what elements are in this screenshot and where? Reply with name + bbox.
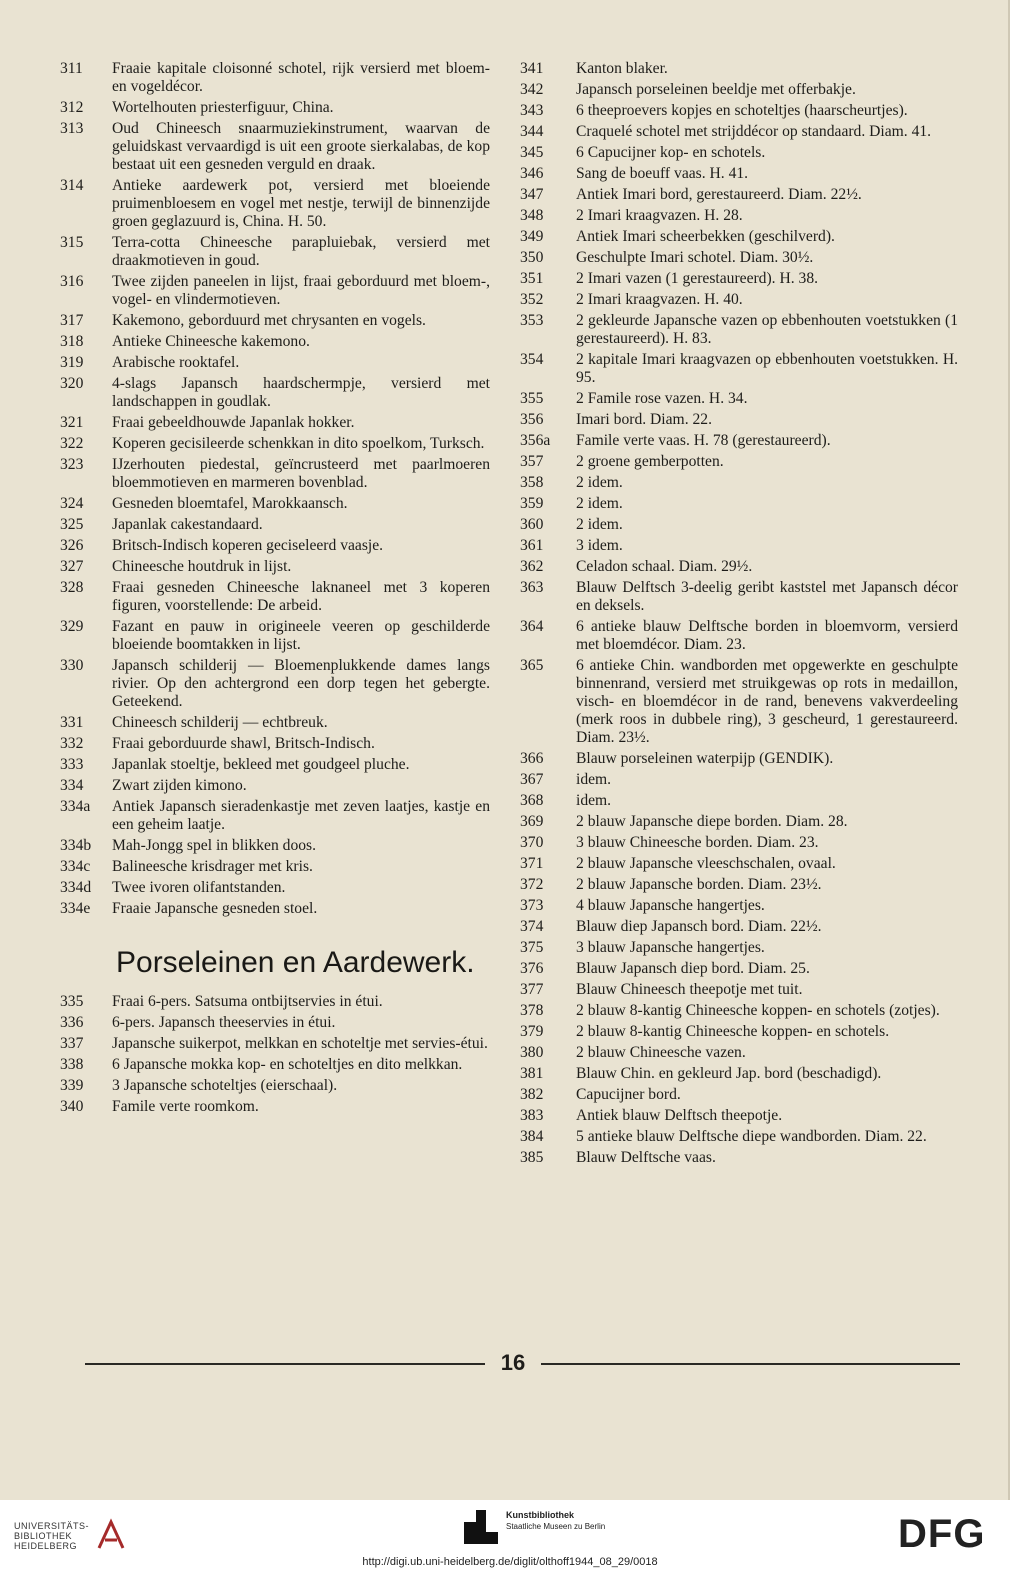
catalog-entry [520, 771, 958, 789]
lot-description: Wortelhouten priesterfiguur, China. [112, 99, 334, 116]
lot-description: Chineesch schilderij — echtbreuk. [112, 714, 328, 731]
lot-description: 2 idem. [576, 516, 623, 533]
dfg-logo[interactable]: DFG [898, 1512, 986, 1556]
lot-number: 335 [60, 993, 84, 1010]
lot-number: 368 [520, 792, 544, 809]
catalog-entry [520, 792, 958, 810]
lot-description: 2 blauw Japansche borden. Diam. 23½. [576, 876, 822, 893]
lot-number: 355 [520, 390, 544, 407]
lot-number: 328 [60, 579, 84, 596]
catalog-entry [520, 516, 958, 534]
catalog-entry [520, 537, 958, 555]
lot-description: 6 antieke blauw Delftsche borden in bloemvorm, versierd met bloemdécor. Diam. 23. [576, 618, 958, 653]
right-entry-list [520, 60, 958, 1167]
lot-description: 2 blauw Japansche vleeschschalen, ovaal. [576, 855, 836, 872]
lot-number: 327 [60, 558, 84, 575]
catalog-entry [520, 558, 958, 576]
catalog-entry [60, 657, 490, 711]
catalog-entry [60, 1056, 490, 1074]
lot-number: 370 [520, 834, 544, 851]
catalog-entry [60, 735, 490, 753]
lot-description: Gesneden bloemtafel, Marokkaansch. [112, 495, 348, 512]
lot-number: 375 [520, 939, 544, 956]
lot-description: Capucijner bord. [576, 1086, 681, 1103]
section-entry-list [60, 993, 490, 1116]
lot-description: Britsch-Indisch koperen geciseleerd vaasje. [112, 537, 384, 554]
section-heading: Porseleinen en Aardewerk. [116, 946, 475, 979]
lot-description: Fraaie kapitale cloisonné schotel, rijk versierd met bloem- en vogeldécor. [112, 60, 490, 95]
lot-number: 362 [520, 558, 544, 575]
digitization-footer [0, 1500, 1020, 1577]
lot-number: 378 [520, 1002, 544, 1019]
lot-number: 345 [520, 144, 544, 161]
catalog-entry [520, 657, 958, 747]
catalog-entry [520, 165, 958, 183]
lot-description: idem. [576, 771, 612, 788]
catalog-entry [60, 99, 490, 117]
lot-description: Zwart zijden kimono. [112, 777, 247, 794]
lot-number: 361 [520, 537, 544, 554]
lot-description: Japansch porseleinen beeldje met offerbakje. [576, 81, 856, 98]
lot-number: 350 [520, 249, 544, 266]
university-library-logo[interactable] [14, 1518, 127, 1554]
catalog-entry [520, 474, 958, 492]
catalog-entry [520, 144, 958, 162]
lot-number: 338 [60, 1056, 84, 1073]
catalog-entry [520, 1065, 958, 1083]
catalog-entry [60, 456, 490, 492]
lot-number: 356a [520, 432, 551, 449]
lot-description: 5 antieke blauw Delftsche diepe wandborden. Diam. 22. [576, 1128, 927, 1145]
lot-number: 326 [60, 537, 84, 554]
catalog-entry [520, 813, 958, 831]
lot-number: 373 [520, 897, 544, 914]
lot-description: Antieke Chineesche kakemono. [112, 333, 310, 350]
catalog-entry [520, 618, 958, 654]
lot-description: Twee ivoren olifantstanden. [112, 879, 286, 896]
lot-number: 312 [60, 99, 84, 116]
catalog-entry [60, 414, 490, 432]
lot-number: 354 [520, 351, 544, 368]
lot-number: 315 [60, 234, 84, 251]
lot-number: 332 [60, 735, 84, 752]
catalog-entry [520, 750, 958, 768]
lot-description: Kakemono, geborduurd met chrysanten en vogels. [112, 312, 426, 329]
lot-number: 342 [520, 81, 544, 98]
lot-number: 319 [60, 354, 84, 371]
lot-description: Terra-cotta Chineesche parapluiebak, versierd met draakmotieven in goud. [112, 234, 490, 269]
lot-number: 367 [520, 771, 544, 788]
lot-description: Fazant en pauw in origineele veeren op geschilderde bloeiende boomtakken in lijst. [112, 618, 490, 653]
lot-number: 385 [520, 1149, 544, 1166]
catalog-entry [520, 60, 958, 78]
lot-number: 325 [60, 516, 84, 533]
catalog-entry [520, 432, 958, 450]
lot-number: 320 [60, 375, 84, 392]
lot-number: 341 [520, 60, 544, 77]
uni-line-3: HEIDELBERG [14, 1541, 78, 1551]
lot-number: 371 [520, 855, 544, 872]
catalog-entry [60, 558, 490, 576]
lot-number: 329 [60, 618, 84, 635]
catalog-entry [520, 453, 958, 471]
catalog-entry [60, 60, 490, 96]
lot-number: 369 [520, 813, 544, 830]
lot-description: 2 idem. [576, 495, 623, 512]
lot-number: 333 [60, 756, 84, 773]
catalog-entry [520, 291, 958, 309]
lot-number: 380 [520, 1044, 544, 1061]
catalog-entry [60, 1014, 490, 1032]
catalog-entry [520, 312, 958, 348]
catalog-entry [520, 855, 958, 873]
lot-description: Blauw Chin. en gekleurd Jap. bord (beschadigd). [576, 1065, 882, 1082]
page-number: 16 [500, 1350, 526, 1375]
catalog-entry [520, 918, 958, 936]
catalog-entry [60, 579, 490, 615]
lot-number: 334c [60, 858, 91, 875]
catalog-entry [520, 1044, 958, 1062]
catalog-entry [60, 714, 490, 732]
lot-number: 334b [60, 837, 92, 854]
lot-description: 2 kapitale Imari kraagvazen op ebbenhouten voetstukken. H. 95. [576, 351, 958, 386]
catalog-entry [60, 1098, 490, 1116]
catalog-entry [60, 837, 490, 855]
catalog-entry [60, 234, 490, 270]
lot-description: 4 blauw Japansche hangertjes. [576, 897, 765, 914]
lot-description: Antiek Japansch sieradenkastje met zeven laatjes, kastje en een geheim laatje. [112, 798, 490, 833]
lot-description: Japanlak cakestandaard. [112, 516, 263, 533]
lot-description: 2 Famile rose vazen. H. 34. [576, 390, 748, 407]
catalog-entry [520, 351, 958, 387]
catalog-entry [520, 1002, 958, 1020]
lot-number: 311 [60, 60, 83, 77]
lot-description: Fraai gebeeldhouwde Japanlak hokker. [112, 414, 355, 431]
right-column [520, 60, 958, 1170]
uni-line-2: BIBLIOTHEK [14, 1531, 73, 1541]
lot-number: 383 [520, 1107, 544, 1124]
lot-number: 316 [60, 273, 84, 290]
lot-number: 322 [60, 435, 84, 452]
lot-number: 377 [520, 981, 544, 998]
catalog-entry [60, 273, 490, 309]
lot-description: Craquelé schotel met strijddécor op standaard. Diam. 41. [576, 123, 932, 140]
lot-number: 336 [60, 1014, 84, 1031]
lot-description: Blauw porseleinen waterpijp (GENDIK). [576, 750, 834, 767]
lot-number: 323 [60, 456, 84, 473]
lot-description: Chineesche houtdruk in lijst. [112, 558, 292, 575]
lot-description: Antiek Imari scheerbekken (geschilverd). [576, 228, 835, 245]
catalog-entry [520, 876, 958, 894]
lot-description: 6 Japansche mokka kop- en schoteltjes en dito melkkan. [112, 1056, 463, 1073]
catalog-entry [520, 228, 958, 246]
lot-number: 313 [60, 120, 84, 137]
lot-description: 2 idem. [576, 474, 623, 491]
catalog-entry [520, 186, 958, 204]
catalog-entry [60, 516, 490, 534]
lot-description: 2 blauw Chineesche vazen. [576, 1044, 746, 1061]
lot-number: 339 [60, 1077, 84, 1094]
lot-number: 340 [60, 1098, 84, 1115]
lot-description: Twee zijden paneelen in lijst, fraai geborduurd met bloem-, vogel- en vlindermotieven. [112, 273, 490, 308]
lot-number: 317 [60, 312, 84, 329]
lot-description: Japanlak stoeltje, bekleed met goudgeel pluche. [112, 756, 410, 773]
lot-description: Famile verte vaas. H. 78 (gerestaureerd). [576, 432, 831, 449]
catalog-entry [60, 858, 490, 876]
lot-number: 352 [520, 291, 544, 308]
lot-number: 351 [520, 270, 544, 287]
kunstbibliothek-text [506, 1510, 605, 1532]
lot-number: 334a [60, 798, 91, 815]
lot-number: 330 [60, 657, 84, 674]
lot-description: Blauw Japansch diep bord. Diam. 25. [576, 960, 810, 977]
catalog-entry [520, 897, 958, 915]
catalog-entry [520, 390, 958, 408]
catalog-entry [520, 834, 958, 852]
catalog-entry [520, 102, 958, 120]
kunstbibliothek-logo[interactable] [464, 1510, 605, 1544]
lot-description: Oud Chineesch snaarmuziekinstrument, waarvan de geluidskast vervaardigd is uit een groote sierkalabas, de kop bestaat uit een gesneden verguld en draak. [112, 120, 490, 173]
lot-number: 349 [520, 228, 544, 245]
lot-description: Celadon schaal. Diam. 29½. [576, 558, 753, 575]
catalog-entry [520, 81, 958, 99]
catalog-entry [60, 879, 490, 897]
lot-description: Antiek Imari bord, gerestaureerd. Diam. 22½. [576, 186, 862, 203]
catalog-entry [520, 1107, 958, 1125]
lot-description: Koperen gecisileerde schenkkan in dito spoelkom, Turksch. [112, 435, 485, 452]
catalog-entry [60, 798, 490, 834]
lot-number: 331 [60, 714, 84, 731]
lot-number: 376 [520, 960, 544, 977]
lot-description: Blauw diep Japansch bord. Diam. 22½. [576, 918, 822, 935]
lot-description: 4-slags Japansch haardschermpje, versierd met landschappen in goudlak. [112, 375, 490, 410]
source-url[interactable]: http://digi.ub.uni-heidelberg.de/diglit/olthoff1944_08_29/0018 [362, 1556, 658, 1568]
lot-description: Antieke aardewerk pot, versierd met bloeiende pruimenbloesem en vogel met nestje, terwijl de binnenzijde groen geglazuurd is, China. H. 50. [112, 177, 490, 230]
lot-number: 359 [520, 495, 544, 512]
lot-number: 379 [520, 1023, 544, 1040]
lot-number: 347 [520, 186, 544, 203]
lot-description: 2 blauw 8-kantig Chineesche koppen- en schotels (zotjes). [576, 1002, 940, 1019]
catalog-entry [520, 207, 958, 225]
kb-title: Kunstbibliothek [506, 1510, 574, 1520]
lot-description: 6 antieke Chin. wandborden met opgewerkte en geschulpte binnenrand, versierd met struikgewas op rots in medaillon, visch- en bloemdécor in de rand, benevens vakverdeeling (merk roos in dubbele ring), 3 gescheurd, 1 gerestaureerd. Diam. 23½. [576, 657, 958, 746]
lot-description: Sang de boeuff vaas. H. 41. [576, 165, 749, 182]
catalog-entry [60, 435, 490, 453]
lot-number: 334e [60, 900, 91, 917]
catalog-entry [520, 1023, 958, 1041]
lot-description: 2 blauw 8-kantig Chineesche koppen- en schotels. [576, 1023, 890, 1040]
catalog-entry [60, 333, 490, 351]
footer-rule-left [85, 1363, 485, 1365]
lot-description: Blauw Chineesch theepotje met tuit. [576, 981, 803, 998]
kb-subtitle: Staatliche Museen zu Berlin [506, 1522, 606, 1531]
catalog-entry [520, 1149, 958, 1167]
lot-description: Mah-Jongg spel in blikken doos. [112, 837, 317, 854]
catalog-entry [520, 249, 958, 267]
catalog-entry [60, 1077, 490, 1095]
catalog-entry [60, 354, 490, 372]
left-entry-list [60, 60, 490, 918]
lot-number: 334d [60, 879, 92, 896]
catalog-entry [520, 981, 958, 999]
lot-number: 321 [60, 414, 84, 431]
catalog-entry [520, 939, 958, 957]
lot-description: 3 idem. [576, 537, 623, 554]
catalog-entry [60, 177, 490, 231]
university-library-name [14, 1521, 89, 1551]
lot-number: 365 [520, 657, 544, 674]
catalog-entry [520, 1086, 958, 1104]
catalog-entry [60, 495, 490, 513]
catalog-entry [60, 900, 490, 918]
lot-description: 2 blauw Japansche diepe borden. Diam. 28. [576, 813, 848, 830]
lot-description: Kanton blaker. [576, 60, 668, 77]
lot-number: 360 [520, 516, 544, 533]
catalog-entry [520, 495, 958, 513]
lot-number: 381 [520, 1065, 544, 1082]
catalog-entry [520, 270, 958, 288]
lot-description: Arabische rooktafel. [112, 354, 240, 371]
lot-description: 2 Imari kraagvazen. H. 28. [576, 207, 743, 224]
lot-description: Antiek blauw Delftsch theepotje. [576, 1107, 783, 1124]
lot-description: IJzerhouten piedestal, geïncrusteerd met paarlmoeren bloemmotieven en marmeren bovenblad. [112, 456, 490, 491]
lot-description: 2 Imari vazen (1 gerestaureerd). H. 38. [576, 270, 819, 287]
catalog-entry [520, 123, 958, 141]
left-column [60, 60, 490, 1119]
page-footer-rule [85, 1352, 960, 1374]
lot-description: Fraai 6-pers. Satsuma ontbijtservies in étui. [112, 993, 383, 1010]
catalog-entry [520, 411, 958, 429]
lot-number: 314 [60, 177, 84, 194]
catalog-entry [60, 756, 490, 774]
catalog-entry [60, 993, 490, 1011]
lot-description: Japansche suikerpot, melkkan en schoteltje met servies-étui. [112, 1035, 488, 1052]
catalog-entry [60, 120, 490, 174]
lot-description: 6-pers. Japansch theeservies in étui. [112, 1014, 336, 1031]
lot-description: idem. [576, 792, 612, 809]
lot-number: 337 [60, 1035, 84, 1052]
lot-description: Balineesche krisdrager met kris. [112, 858, 313, 875]
lot-description: 2 Imari kraagvazen. H. 40. [576, 291, 743, 308]
lot-number: 364 [520, 618, 544, 635]
lot-number: 384 [520, 1128, 544, 1145]
footer-rule-right [541, 1363, 960, 1365]
lot-description: Imari bord. Diam. 22. [576, 411, 712, 428]
lot-number: 372 [520, 876, 544, 893]
lot-number: 366 [520, 750, 544, 767]
lot-description: 3 blauw Chineesche borden. Diam. 23. [576, 834, 819, 851]
lot-description: Japansch schilderij — Bloemenplukkende dames langs rivier. Op den achtergrond een dorp tegen het gebergte. Geteekend. [112, 657, 490, 710]
lot-description: 2 groene gemberpotten. [576, 453, 724, 470]
lot-number: 358 [520, 474, 544, 491]
lot-description: 3 Japansche schoteltjes (eierschaal). [112, 1077, 338, 1094]
lot-description: Fraai geborduurde shawl, Britsch-Indisch. [112, 735, 375, 752]
lot-description: Blauw Delftsche vaas. [576, 1149, 716, 1166]
lot-number: 353 [520, 312, 544, 329]
university-seal-icon [95, 1518, 127, 1554]
lot-description: 6 theeproevers kopjes en schoteltjes (haarscheurtjes). [576, 102, 908, 119]
lot-number: 334 [60, 777, 84, 794]
kunstbibliothek-icon [464, 1510, 498, 1544]
lot-number: 318 [60, 333, 84, 350]
catalog-entry [520, 579, 958, 615]
catalog-entry [520, 960, 958, 978]
catalog-entry [60, 618, 490, 654]
lot-number: 356 [520, 411, 544, 428]
lot-number: 363 [520, 579, 544, 596]
catalog-entry [60, 375, 490, 411]
lot-description: 3 blauw Japansche hangertjes. [576, 939, 765, 956]
lot-number: 382 [520, 1086, 544, 1103]
catalog-entry [520, 1128, 958, 1146]
uni-line-1: UNIVERSITÄTS- [14, 1521, 90, 1531]
lot-number: 324 [60, 495, 84, 512]
lot-number: 374 [520, 918, 544, 935]
lot-number: 357 [520, 453, 544, 470]
lot-description: Famile verte roomkom. [112, 1098, 259, 1115]
catalog-entry [60, 537, 490, 555]
lot-number: 348 [520, 207, 544, 224]
lot-description: Geschulpte Imari schotel. Diam. 30½. [576, 249, 814, 266]
lot-number: 344 [520, 123, 544, 140]
lot-description: Fraaie Japansche gesneden stoel. [112, 900, 318, 917]
lot-description: 2 gekleurde Japansche vazen op ebbenhouten voetstukken (1 gerestaureerd). H. 83. [576, 312, 958, 347]
lot-number: 343 [520, 102, 544, 119]
lot-number: 346 [520, 165, 544, 182]
lot-description: Blauw Delftsch 3-deelig geribt kaststel met Japansch décor en deksels. [576, 579, 958, 614]
lot-description: 6 Capucijner kop- en schotels. [576, 144, 766, 161]
catalog-entry [60, 1035, 490, 1053]
lot-description: Fraai gesneden Chineesche laknaneel met 3 koperen figuren, voorstellende: De arbeid. [112, 579, 490, 614]
catalog-entry [60, 777, 490, 795]
catalog-entry [60, 312, 490, 330]
